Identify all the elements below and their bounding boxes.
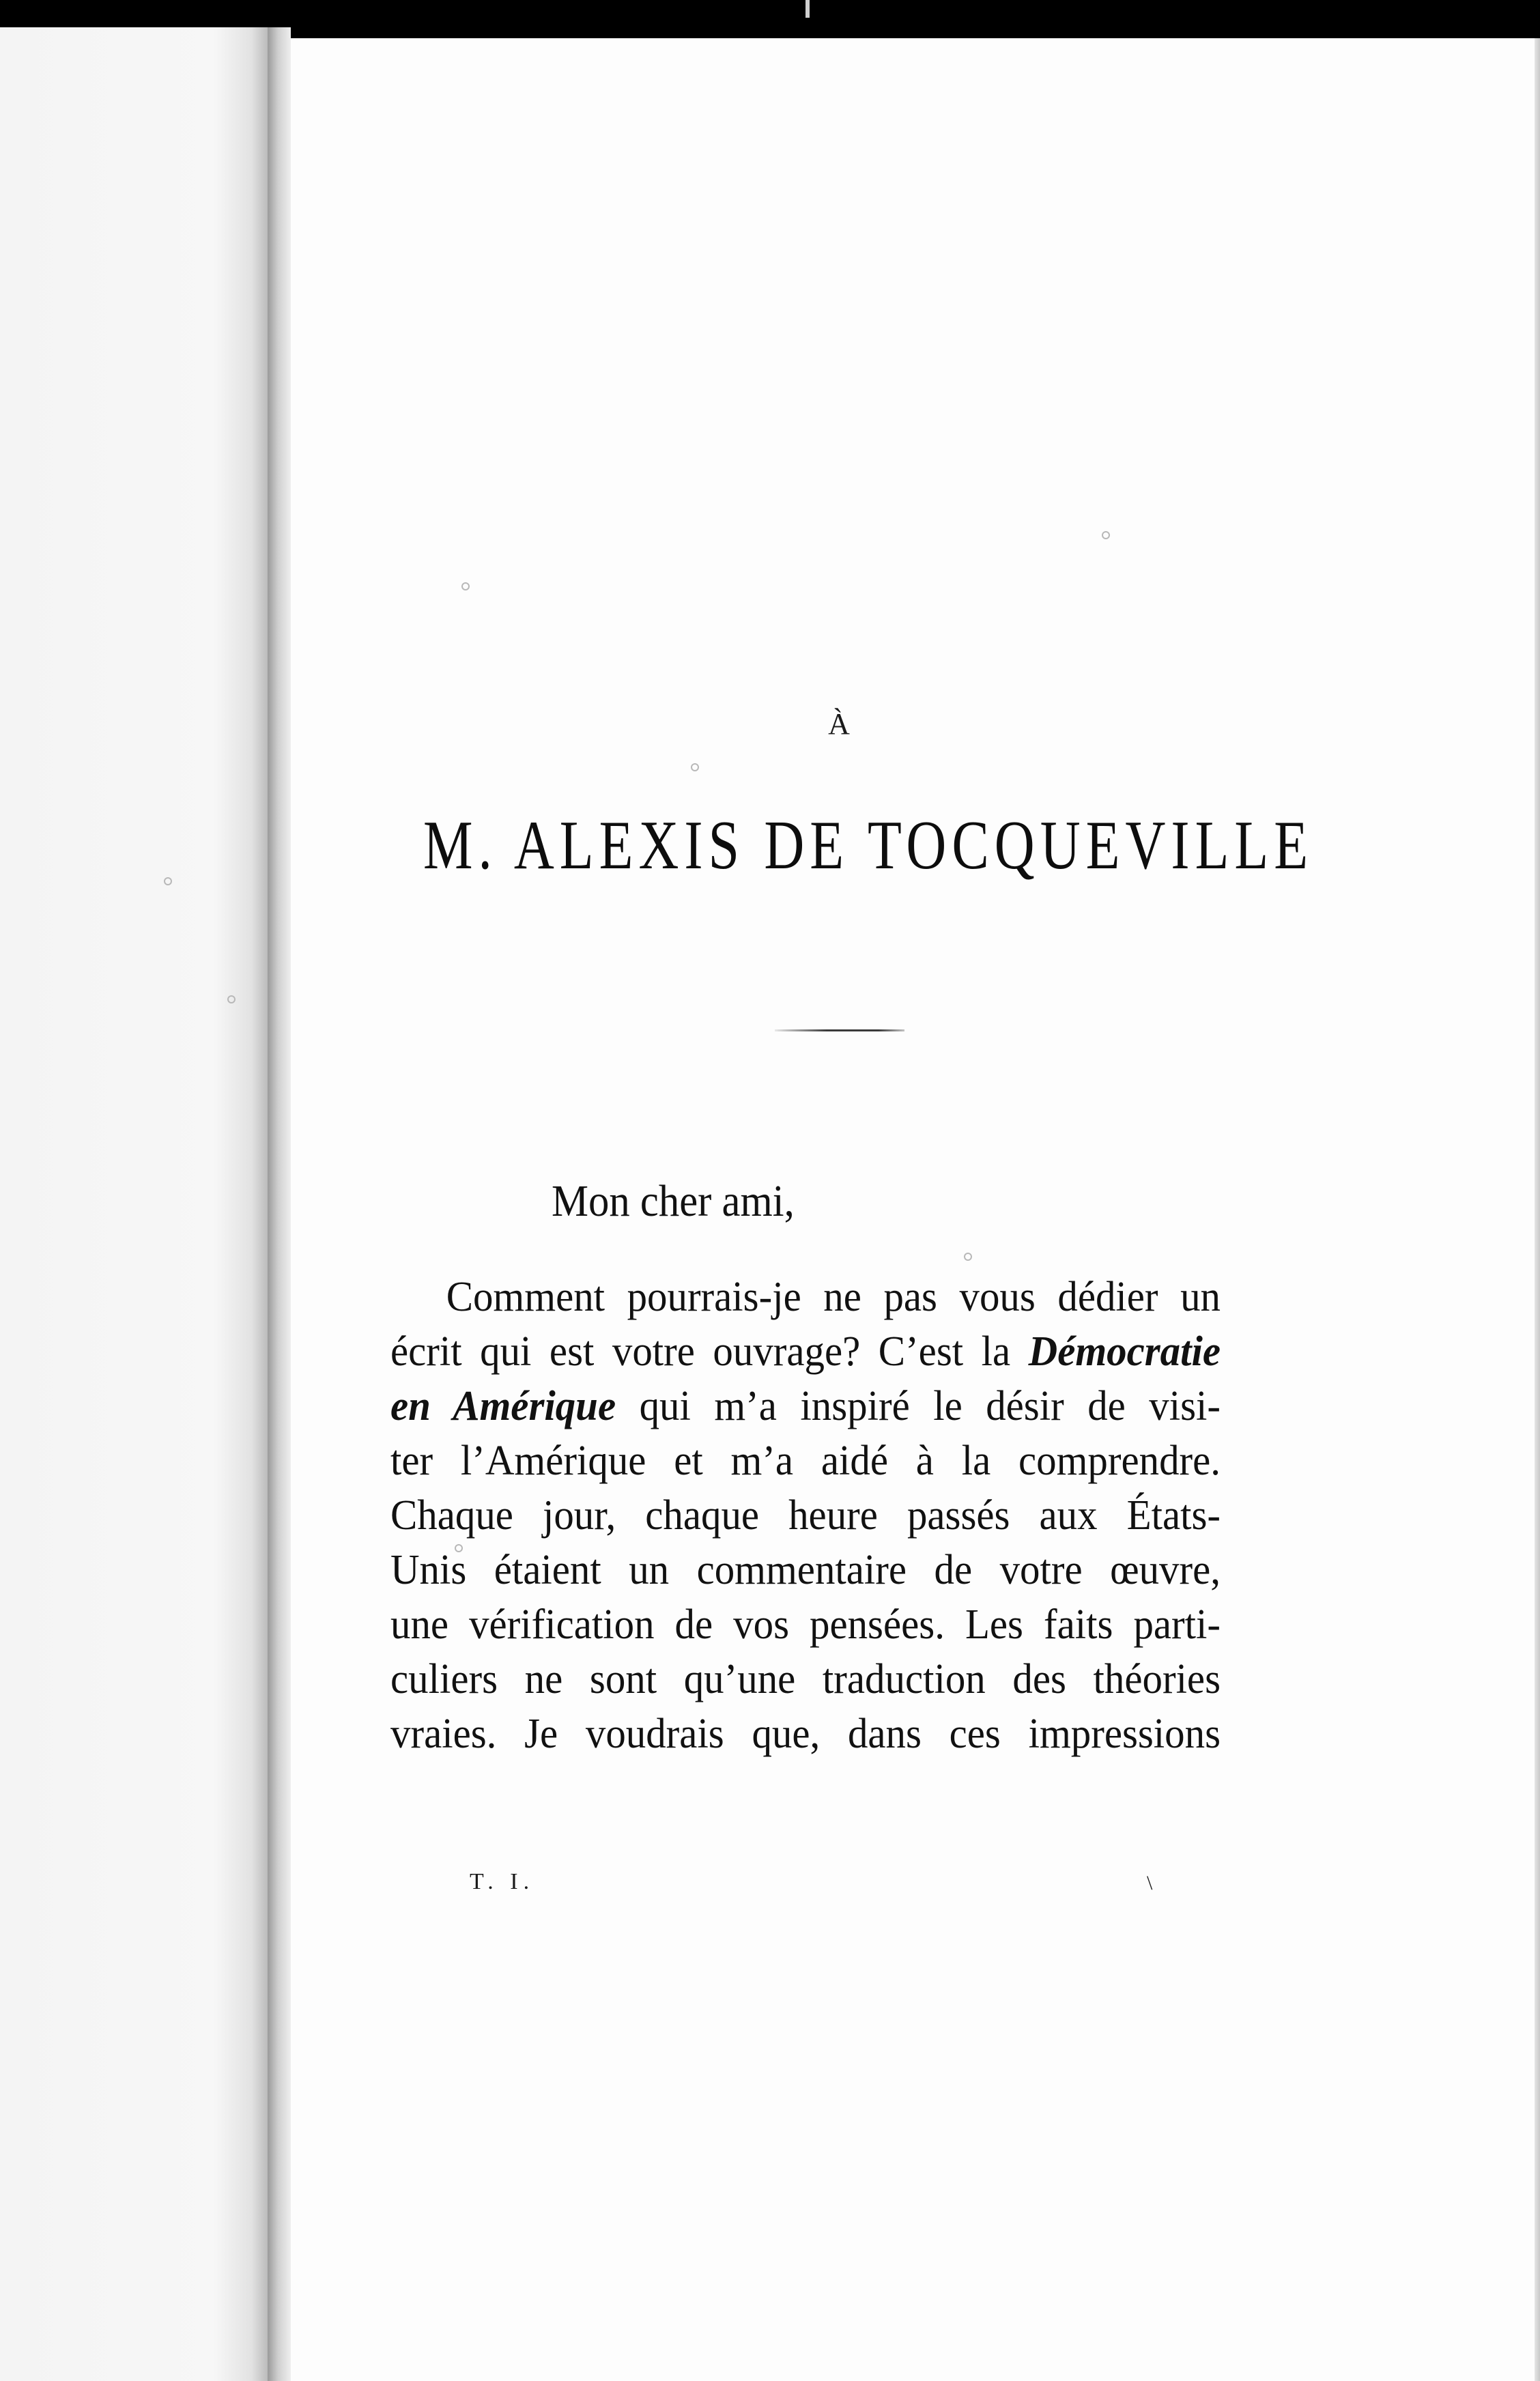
- paper-speck: [691, 763, 699, 771]
- dedication-heading: M. ALEXIS DE TOCQUEVILLE: [423, 807, 1314, 884]
- body-line-text: ter l’Amérique et m’a aidé à la comprendre.: [390, 1438, 1221, 1484]
- catchword: \: [1147, 1872, 1153, 1894]
- body-line-text: Comment pourrais-je ne pas vous dédier un: [446, 1274, 1221, 1320]
- salutation: Mon cher ami,: [552, 1176, 795, 1226]
- body-line-text: culiers ne sont qu’une traduction des théories: [390, 1656, 1221, 1702]
- body-line: [390, 1543, 1221, 1597]
- book-title-italic: en Amérique: [390, 1383, 616, 1429]
- paper-speck: [227, 995, 236, 1003]
- body-line: [390, 1488, 1221, 1543]
- body-line-text: vraies. Je voudrais que, dans ces impressions: [390, 1711, 1221, 1757]
- paper-speck: [164, 877, 172, 885]
- book-title-italic: Démocratie: [1028, 1328, 1221, 1375]
- paper-speck: [964, 1253, 972, 1261]
- body-line: [390, 1379, 1221, 1434]
- body-line: [390, 1707, 1221, 1761]
- body-line-text: écrit qui est votre ouvrage? C’est la: [390, 1328, 1029, 1375]
- scan-artifact-mark: [805, 0, 810, 18]
- paper-speck: [1102, 531, 1110, 539]
- body-line: [390, 1434, 1221, 1488]
- book-gutter: [268, 27, 291, 2381]
- dedication-letter-body: [390, 1270, 1278, 1761]
- decorative-rule: [775, 1029, 904, 1031]
- body-line: [390, 1324, 1221, 1379]
- left-blank-page: [0, 27, 268, 2381]
- body-line: [390, 1597, 1221, 1652]
- body-line-text: Unis étaient un commentaire de votre œuvre,: [390, 1547, 1221, 1593]
- page-edge: [1535, 38, 1540, 2381]
- body-line-text: Chaque jour, chaque heure passés aux États-: [390, 1492, 1221, 1539]
- dedication-preposition: À: [828, 707, 851, 741]
- body-line: [390, 1270, 1221, 1324]
- right-page: [291, 38, 1540, 2381]
- body-line-text: une vérification de vos pensées. Les faits parti-: [390, 1601, 1221, 1648]
- signature-mark: T. I.: [470, 1869, 535, 1894]
- body-line-text: qui m’a inspiré le désir de visi-: [616, 1383, 1221, 1429]
- paper-speck: [461, 582, 470, 590]
- body-line: [390, 1652, 1221, 1707]
